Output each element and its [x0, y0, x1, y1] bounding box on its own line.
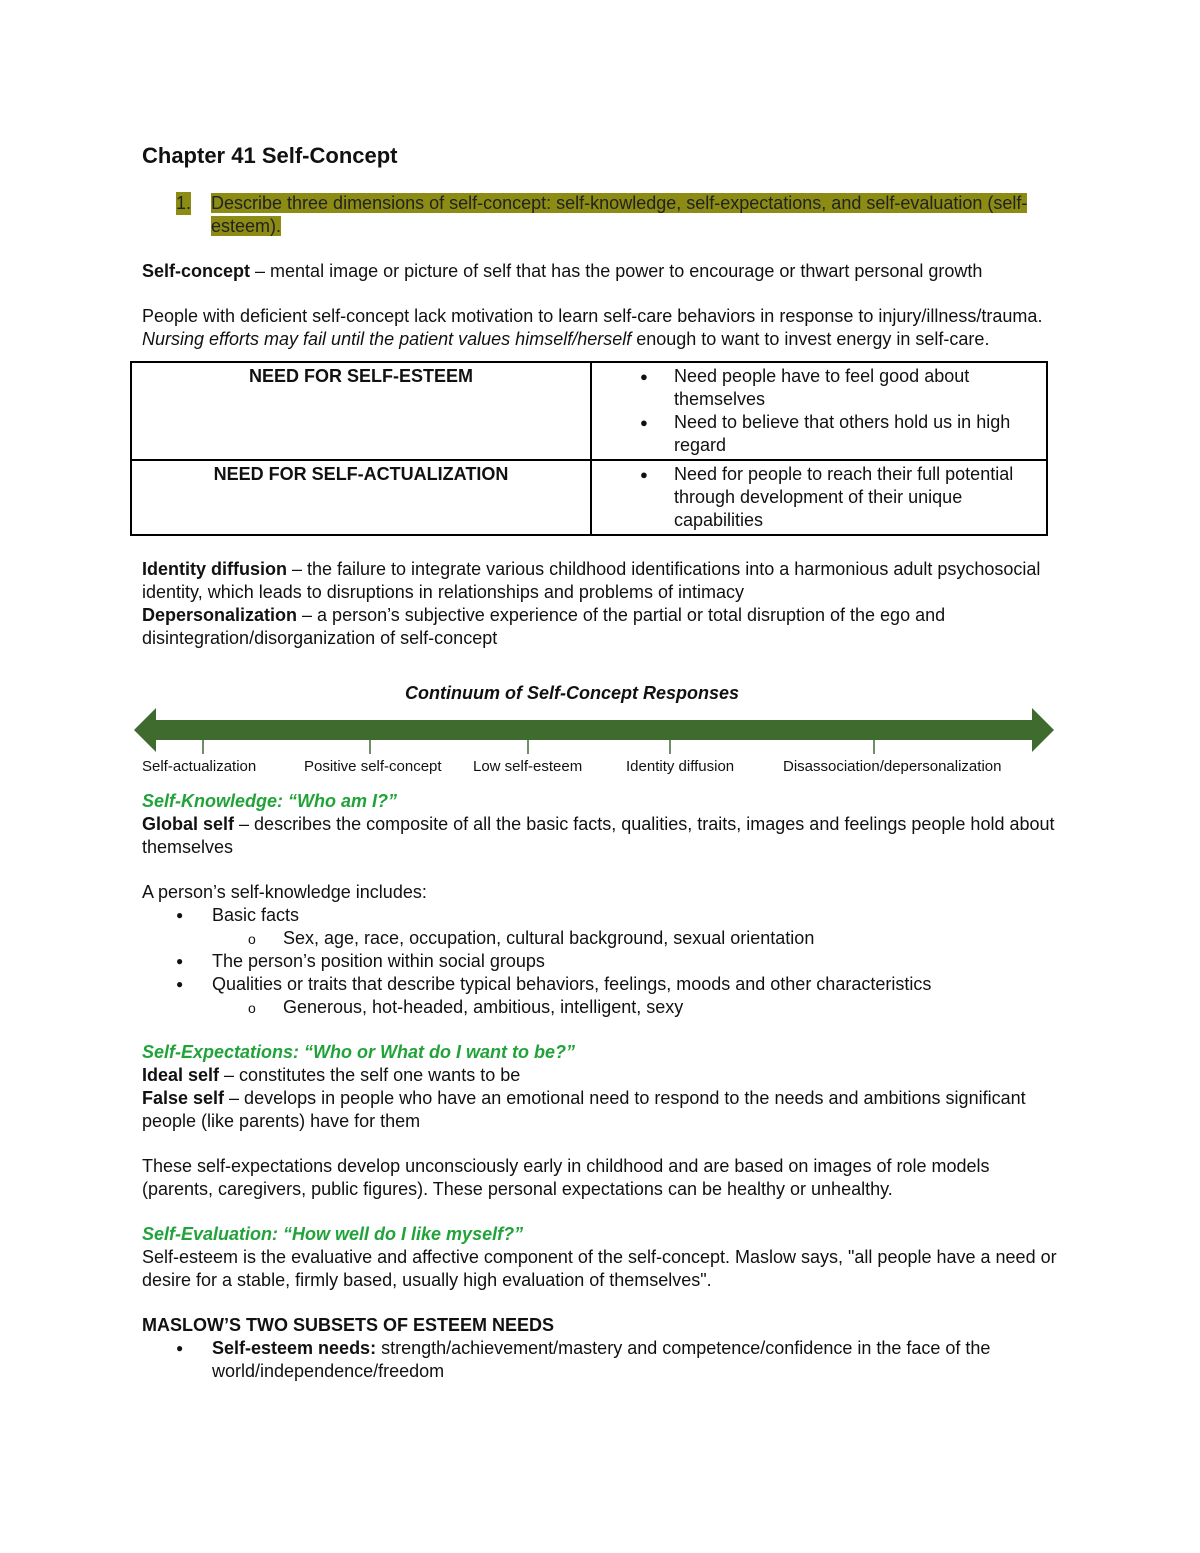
- objective-item: [142, 192, 1062, 238]
- self-expectations-paragraph: These self-expectations develop unconsciously early in childhood and are based on images of role models (parents, caregivers, public figures). These personal expectations can be healthy or unhealthy.: [142, 1156, 990, 1199]
- table-row: [131, 460, 1047, 535]
- table-row-label: NEED FOR SELF-ACTUALIZATION: [131, 460, 591, 535]
- objective-number: 1.: [176, 193, 192, 213]
- needs-table: [130, 361, 1048, 536]
- self-knowledge-list: [142, 904, 1062, 927]
- self-evaluation-heading: Self-Evaluation: “How well do I like myself?”: [142, 1224, 524, 1244]
- list-item: ● Need people have to feel good about themselves: [674, 365, 1042, 411]
- table-row-label: NEED FOR SELF-ESTEEM: [131, 362, 591, 460]
- continuum-label: Positive self-concept: [304, 758, 442, 775]
- continuum-label: Identity diffusion: [626, 758, 735, 775]
- list-item: ● Self-esteem needs: strength/achievement/mastery and competence/confidence in the face of the world/independence/freedom: [142, 1337, 1062, 1383]
- continuum-label: Low self-esteem: [473, 758, 583, 775]
- arrow-shape: [134, 708, 1054, 752]
- objective-text: Describe three dimensions of self-concept: self-knowledge, self-expectations, and self-evaluation (self-esteem).: [211, 193, 1028, 236]
- table-row: [131, 362, 1047, 460]
- list-item: ● The person’s position within social groups: [142, 950, 1062, 973]
- double-arrow: [134, 708, 1064, 758]
- sub-list-item: o Sex, age, race, occupation, cultural background, sexual orientation: [142, 927, 1062, 950]
- self-expectations-heading: Self-Expectations: “Who or What do I want to be?”: [142, 1042, 575, 1062]
- continuum-label: Disassociation/depersonalization: [783, 758, 1002, 775]
- continuum-title: Continuum of Self-Concept Responses: [404, 683, 739, 703]
- false-self-definition: False self – develops in people who have an emotional need to respond to the needs and ambitions significant people (like parents) have for them: [142, 1088, 1026, 1131]
- ideal-self-definition: Ideal self – constitutes the self one wants to be: [142, 1065, 521, 1085]
- list-item: ● Basic facts: [142, 904, 1062, 927]
- sub-list-item: o Generous, hot-headed, ambitious, intelligent, sexy: [142, 996, 1062, 1019]
- deficient-paragraph: People with deficient self-concept lack motivation to learn self-care behaviors in response to injury/illness/trauma. Nursing efforts may fail until the patient values himself/herself enough to want to invest energy in self-care.: [142, 306, 1043, 349]
- identity-diffusion-definition: Identity diffusion – the failure to integrate various childhood identifications into a harmonious adult psychosocial identity, which leads to disruptions in relationships and problems of intimacy: [142, 559, 1041, 602]
- list-item: ● Need to believe that others hold us in high regard: [674, 411, 1042, 457]
- depersonalization-definition: Depersonalization – a person’s subjective experience of the partial or total disruption of the ego and disintegration/disorganization of self-concept: [142, 605, 946, 648]
- term: Self-concept: [142, 261, 251, 281]
- self-knowledge-heading: Self-Knowledge: “Who am I?”: [142, 791, 397, 811]
- global-self-definition: Global self – describes the composite of all the basic facts, qualities, traits, images and feelings people hold about themselves: [142, 814, 1055, 857]
- self-concept-definition: Self-concept – mental image or picture of self that has the power to encourage or thwart personal growth: [142, 261, 983, 281]
- continuum-label: Self-actualization: [142, 758, 257, 775]
- self-knowledge-intro: A person’s self-knowledge includes:: [142, 882, 427, 902]
- continuum-diagram: [142, 682, 1062, 778]
- list-item: ● Qualities or traits that describe typical behaviors, feelings, moods and other characteristics: [142, 973, 1062, 996]
- list-item: ● Need for people to reach their full potential through development of their unique capabilities: [674, 463, 1042, 532]
- page-title: Chapter 41 Self-Concept: [142, 143, 398, 168]
- self-evaluation-paragraph: Self-esteem is the evaluative and affective component of the self-concept. Maslow says, "all people have a need or desire for a stable, firmly based, usually high evaluation of themselves".: [142, 1247, 1057, 1290]
- maslow-heading: MASLOW’S TWO SUBSETS OF ESTEEM NEEDS: [142, 1315, 555, 1335]
- document-page: [142, 142, 1062, 1383]
- maslow-list: [142, 1337, 1062, 1383]
